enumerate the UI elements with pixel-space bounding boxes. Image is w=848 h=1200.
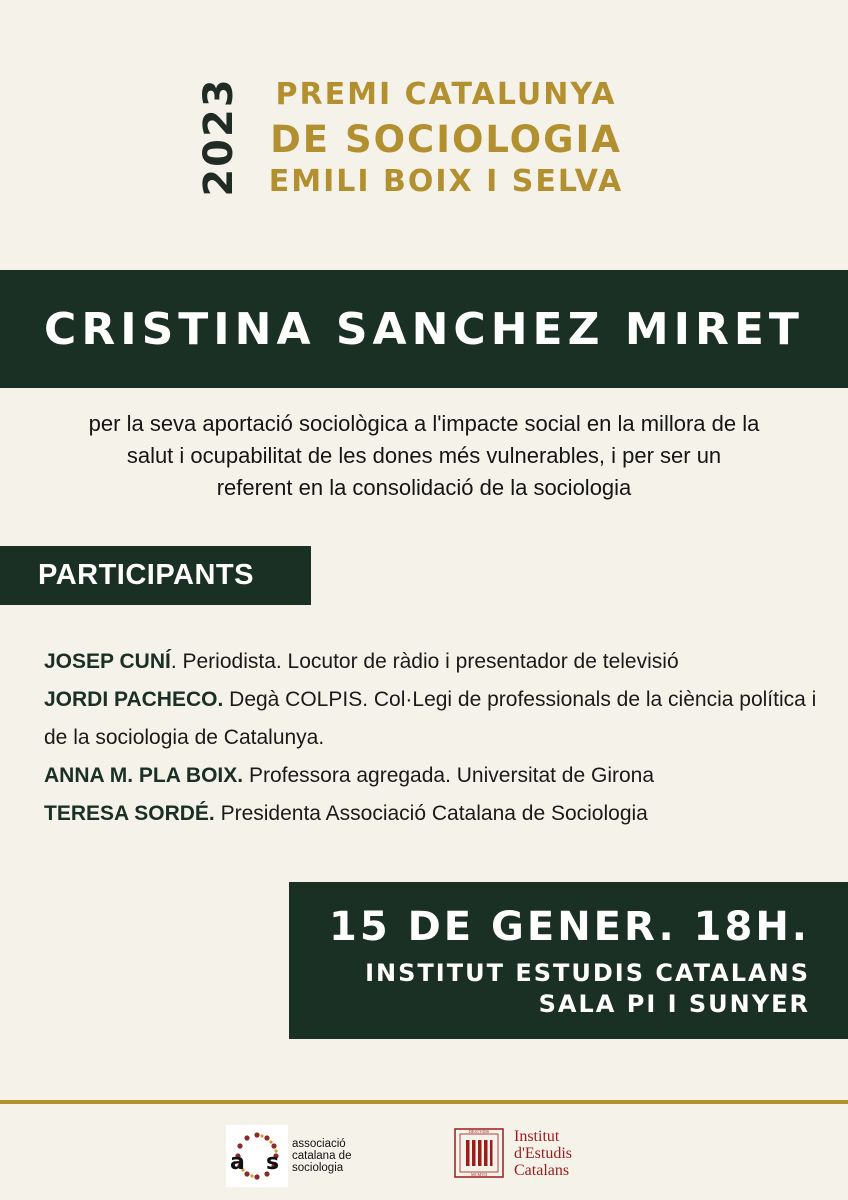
- acs-name-line-2: catalana de: [292, 1150, 352, 1162]
- participants-heading-band: [0, 546, 311, 605]
- participant-name: ANNA M. PLA BOIX.: [44, 764, 244, 787]
- participant-description: . Periodista. Locutor de ràdio i presentador de televisió: [170, 650, 679, 673]
- participant-name: JORDI PACHECO.: [44, 688, 224, 711]
- acs-logo: [226, 1125, 354, 1187]
- iec-name-line-1: Institut: [514, 1127, 560, 1145]
- citation-line-2: salut i ocupabilitat de les dones més vulnerables, i per ser un: [126, 443, 722, 468]
- svg-text:DESTVDIS: DESTVDIS: [468, 1129, 490, 1134]
- event-date-time: 15 DE GENER. 18H.: [329, 904, 810, 950]
- participant-item: [44, 757, 824, 795]
- footer-divider: [0, 1100, 848, 1104]
- acs-mark-icon: [226, 1125, 288, 1187]
- participant-description: Presidenta Associació Catalana de Sociologia: [214, 802, 648, 825]
- participant-name: JOSEP CUNÍ: [44, 650, 171, 673]
- acs-name: [292, 1138, 351, 1174]
- participant-item: [44, 643, 824, 681]
- event-venue: [365, 958, 810, 1020]
- event-venue-line-2: SALA PI I SUNYER: [538, 990, 810, 1018]
- event-band: [289, 882, 848, 1039]
- prize-title-line-2: DE SOCIOLOGIA: [270, 118, 622, 161]
- participant-description: Professora agregada. Universitat de Girona: [243, 764, 655, 787]
- citation-line-3: referent en la consolidació de la sociologia: [216, 475, 632, 500]
- prize-title-line-1: PREMI CATALUNYA: [275, 77, 617, 112]
- citation-line-1: per la seva aportació sociològica a l'impacte social en la millora de la: [88, 411, 760, 436]
- acs-name-line-1: associació: [292, 1138, 346, 1150]
- participant-list: [44, 643, 824, 833]
- event-venue-line-1: INSTITUT ESTUDIS CATALANS: [365, 959, 810, 987]
- svg-text:MCMVII: MCMVII: [470, 1172, 488, 1177]
- iec-name: [514, 1128, 572, 1179]
- laureate-name: CRISTINA SANCHEZ MIRET: [44, 303, 804, 355]
- year-label: 2023: [196, 77, 242, 197]
- iec-name-line-3: Catalans: [514, 1161, 570, 1179]
- participant-name: TERESA SORDÉ.: [44, 802, 215, 825]
- acs-mark-graphic: [226, 1125, 288, 1187]
- acs-name-line-3: sociologia: [292, 1162, 344, 1174]
- participant-item: [44, 681, 824, 757]
- laureate-band: [0, 270, 848, 388]
- iec-seal-icon: [454, 1128, 504, 1178]
- iec-logo: [454, 1124, 624, 1182]
- participants-heading: PARTICIPANTS: [38, 559, 254, 591]
- participant-description: Degà COLPIS. Col·Legi de professionals de la ciència política i de la sociologia de Catalunya.: [44, 688, 817, 749]
- laureate-citation: [40, 408, 808, 504]
- svg-text:s: s: [266, 1150, 280, 1175]
- iec-name-line-2: d'Estudis: [514, 1144, 572, 1162]
- prize-title-line-3: EMILI BOIX I SELVA: [268, 164, 624, 199]
- participant-item: [44, 795, 824, 833]
- prize-title: [246, 72, 646, 202]
- svg-text:a: a: [230, 1150, 245, 1175]
